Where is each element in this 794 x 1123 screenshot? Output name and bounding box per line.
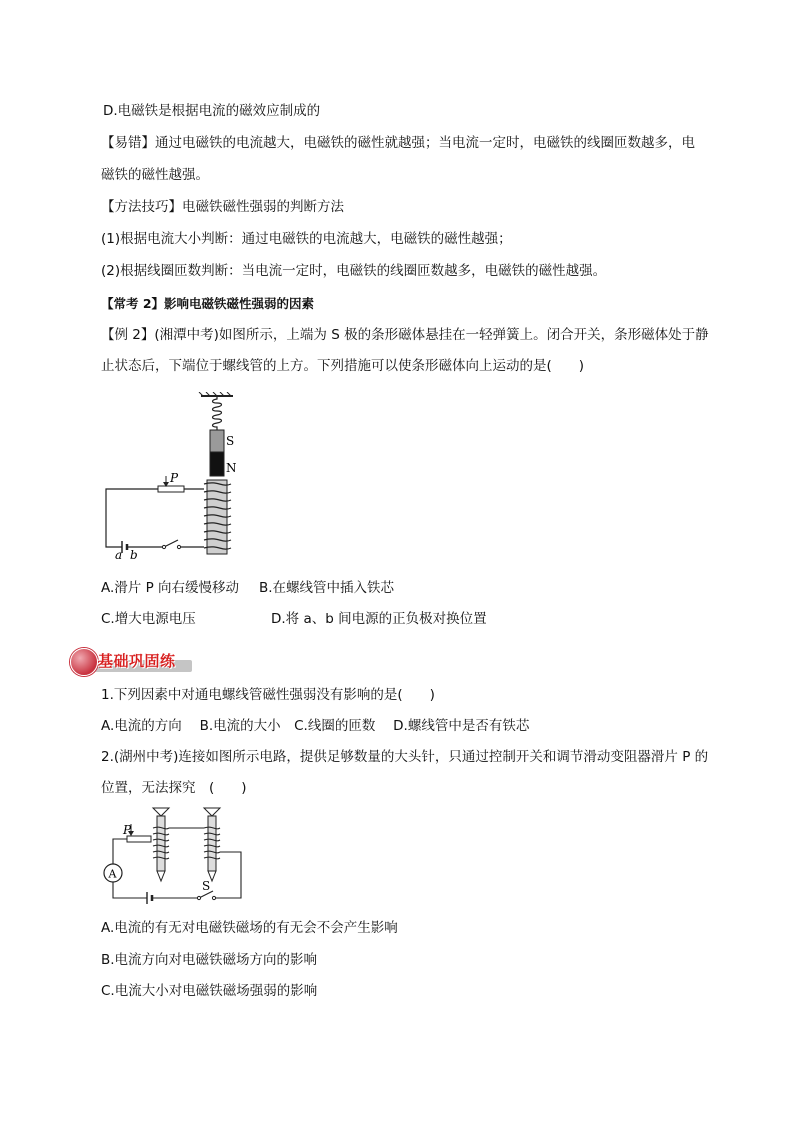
- terminal-b-label: b: [130, 548, 138, 562]
- section-badge: [70, 648, 192, 674]
- example-2-option-d: D.将 a、b 间电源的正负极对换位置: [271, 611, 487, 627]
- pole-s-label: S: [226, 434, 235, 448]
- slider-p-label: P: [170, 471, 179, 485]
- pole-n-label: N: [226, 461, 237, 475]
- question-2-option-a: A.电流的有无对电磁铁磁场的有无会不会产生影响: [101, 920, 398, 936]
- option-d-text: D.电磁铁是根据电流的磁效应制成的: [103, 103, 321, 119]
- example-2-option-b: B.在螺线管中插入铁芯: [259, 580, 395, 596]
- method-tip-2: (2)根据线圈匝数判断：当电流一定时，电磁铁的线圈匝数越多，电磁铁的磁性越强。: [101, 263, 607, 279]
- example-2-option-c: C.增大电源电压: [101, 611, 196, 627]
- method-tip-heading: 【方法技巧】电磁铁磁性强弱的判断方法: [101, 199, 344, 215]
- question-2-option-c: C.电流大小对电磁铁磁场强弱的影响: [101, 983, 318, 999]
- example-2-option-a: A.滑片 P 向右缓慢移动: [101, 580, 240, 596]
- section-title: 基础巩固练: [98, 652, 176, 670]
- figure-electromagnet-spring: [100, 392, 260, 562]
- slider-p-label-2: P: [123, 823, 132, 837]
- frequent-exam-heading: 【常考 2】影响电磁铁磁性强弱的因素: [101, 296, 315, 311]
- terminal-a-label: a: [115, 548, 123, 562]
- common-mistake-line-2: 磁铁的磁性越强。: [101, 167, 209, 183]
- example-2-stem-1: 【例 2】(湘潭中考)如图所示，上端为 S 极的条形磁体悬挂在一轻弹簧上。闭合开关，条形磁体处于静: [101, 327, 709, 343]
- common-mistake-line-1: 【易错】通过电磁铁的电流越大，电磁铁的磁性就越强；当电流一定时，电磁铁的线圈匝数越多，电: [101, 135, 695, 151]
- method-tip-1: (1)根据电流大小判断：通过电磁铁的电流越大，电磁铁的磁性越强；: [101, 231, 512, 247]
- pencil-icon: [70, 648, 98, 676]
- figure-two-electromagnets: [95, 806, 255, 912]
- question-2-stem-1: 2.(湖州中考)连接如图所示电路，提供足够数量的大头针，只通过控制开关和调节滑动变阻器滑片 P 的: [101, 749, 709, 765]
- question-1-options: A.电流的方向 B.电流的大小 C.线圈的匝数 D.螺线管中是否有铁芯: [101, 718, 530, 734]
- question-2-option-b: B.电流方向对电磁铁磁场方向的影响: [101, 952, 318, 968]
- example-2-stem-2: 止状态后，下端位于螺线管的上方。下列措施可以使条形磁体向上运动的是( ): [101, 358, 585, 374]
- question-2-stem-2: 位置，无法探究 ( ): [101, 780, 247, 796]
- question-1-stem: 1.下列因素中对通电螺线管磁性强弱没有影响的是( ): [101, 687, 435, 703]
- switch-s-label: S: [202, 879, 211, 893]
- ammeter-a-label: A: [108, 867, 117, 881]
